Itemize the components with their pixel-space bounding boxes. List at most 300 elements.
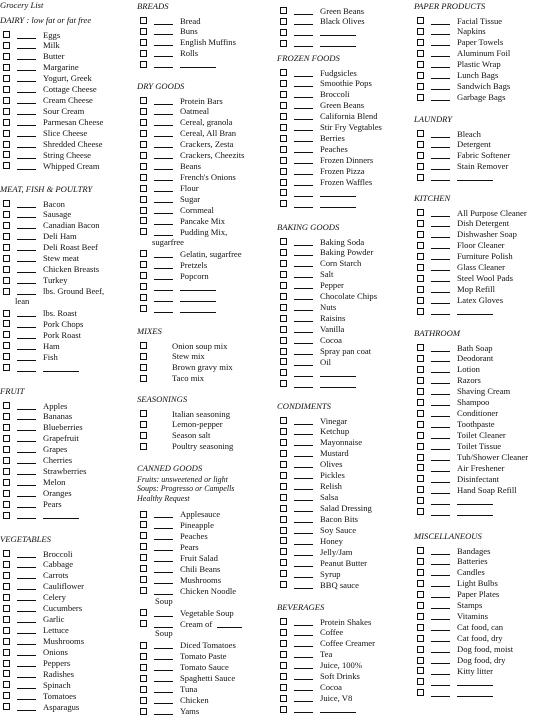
checkbox[interactable] <box>140 410 147 417</box>
quantity-line <box>294 310 313 311</box>
checkbox[interactable] <box>417 174 424 181</box>
checkbox[interactable] <box>3 627 10 634</box>
checkbox[interactable] <box>417 231 424 238</box>
checkbox[interactable] <box>3 97 10 104</box>
checkbox[interactable] <box>140 185 147 192</box>
checkbox[interactable] <box>280 439 287 446</box>
checkbox[interactable] <box>3 561 10 568</box>
checkbox[interactable] <box>417 657 424 664</box>
list-item <box>277 357 412 367</box>
checkbox[interactable] <box>3 479 10 486</box>
checkbox[interactable] <box>140 119 147 126</box>
checkbox[interactable] <box>417 508 424 515</box>
quantity-line <box>294 130 313 131</box>
quantity-line <box>17 349 36 350</box>
section-title: SEASONINGS <box>137 394 188 404</box>
checkbox[interactable] <box>3 108 10 115</box>
checkbox[interactable] <box>417 28 424 35</box>
list-item <box>414 463 539 473</box>
checkbox[interactable] <box>280 293 287 300</box>
list-item <box>414 633 539 643</box>
checkbox[interactable] <box>417 421 424 428</box>
checkbox[interactable] <box>3 277 10 284</box>
checkbox[interactable] <box>417 163 424 170</box>
checkbox[interactable] <box>3 605 10 612</box>
checkbox[interactable] <box>140 511 147 518</box>
checkbox[interactable] <box>140 421 147 428</box>
checkbox[interactable] <box>3 244 10 251</box>
quantity-line <box>431 67 450 68</box>
checkbox[interactable] <box>140 653 147 660</box>
checkbox[interactable] <box>280 80 287 87</box>
list-item <box>137 117 275 127</box>
checkbox[interactable] <box>3 342 10 349</box>
checkbox[interactable] <box>417 17 424 24</box>
checkbox[interactable] <box>3 435 10 442</box>
checkbox[interactable] <box>3 402 10 409</box>
checkbox[interactable] <box>3 583 10 590</box>
checkbox[interactable] <box>280 249 287 256</box>
checkbox[interactable] <box>3 550 10 557</box>
list-item <box>0 603 135 613</box>
checkbox[interactable] <box>140 342 147 349</box>
quantity-line <box>431 564 450 565</box>
checkbox[interactable] <box>3 703 10 710</box>
checkbox[interactable] <box>417 635 424 642</box>
quantity-line <box>431 696 450 697</box>
section-title: MIXES <box>137 326 162 336</box>
checkbox[interactable] <box>3 364 10 371</box>
item-label: Radishes <box>43 668 75 679</box>
checkbox[interactable] <box>280 651 287 658</box>
checkbox[interactable] <box>417 366 424 373</box>
checkbox[interactable] <box>140 305 147 312</box>
checkbox[interactable] <box>3 119 10 126</box>
checkbox[interactable] <box>280 40 287 47</box>
quantity-line <box>431 147 450 148</box>
checkbox[interactable] <box>140 17 147 24</box>
item-label: Frozen Dinners <box>320 155 374 166</box>
checkbox[interactable] <box>140 108 147 115</box>
checkbox[interactable] <box>3 660 10 667</box>
checkbox[interactable] <box>140 532 147 539</box>
quantity-line <box>294 500 313 501</box>
checkbox[interactable] <box>417 591 424 598</box>
checkbox[interactable] <box>140 443 147 450</box>
checkbox[interactable] <box>140 250 147 257</box>
checkbox[interactable] <box>280 559 287 566</box>
checkbox[interactable] <box>140 97 147 104</box>
list-item <box>277 704 412 714</box>
checkbox[interactable] <box>417 569 424 576</box>
checkbox[interactable] <box>140 272 147 279</box>
checkbox[interactable] <box>3 638 10 645</box>
checkbox[interactable] <box>280 29 287 36</box>
checkbox[interactable] <box>280 570 287 577</box>
checkbox[interactable] <box>417 264 424 271</box>
checkbox[interactable] <box>140 163 147 170</box>
checkbox[interactable] <box>280 348 287 355</box>
checkbox[interactable] <box>140 207 147 214</box>
checkbox[interactable] <box>140 664 147 671</box>
item-label: Chicken Noodle <box>180 585 237 596</box>
checkbox[interactable] <box>140 283 147 290</box>
item-label: Bacon Bits <box>320 514 358 525</box>
checkbox[interactable] <box>280 618 287 625</box>
checkbox[interactable] <box>280 271 287 278</box>
checkbox[interactable] <box>280 537 287 544</box>
quantity-line <box>17 655 36 656</box>
item-label: Tomato Sauce <box>180 662 229 673</box>
checkbox[interactable] <box>3 141 10 148</box>
checkbox[interactable] <box>140 620 147 627</box>
checkbox[interactable] <box>3 75 10 82</box>
checkbox[interactable] <box>140 61 147 68</box>
checkbox[interactable] <box>280 168 287 175</box>
checkbox[interactable] <box>417 141 424 148</box>
checkbox[interactable] <box>417 355 424 362</box>
checkbox[interactable] <box>280 461 287 468</box>
checkbox[interactable] <box>3 649 10 656</box>
checkbox[interactable] <box>3 42 10 49</box>
checkbox[interactable] <box>140 50 147 57</box>
checkbox[interactable] <box>140 39 147 46</box>
checkbox[interactable] <box>417 602 424 609</box>
checkbox[interactable] <box>140 587 147 594</box>
quantity-line <box>294 434 313 435</box>
quantity-line <box>154 257 173 258</box>
checkbox[interactable] <box>3 457 10 464</box>
checkbox[interactable] <box>280 548 287 555</box>
checkbox[interactable] <box>140 130 147 137</box>
checkbox[interactable] <box>3 670 10 677</box>
item-label: Yams <box>180 706 200 717</box>
checkbox[interactable] <box>280 304 287 311</box>
checkbox[interactable] <box>140 686 147 693</box>
checkbox[interactable] <box>3 130 10 137</box>
checkbox[interactable] <box>417 152 424 159</box>
checkbox[interactable] <box>3 692 10 699</box>
checkbox[interactable] <box>417 209 424 216</box>
checkbox[interactable] <box>3 331 10 338</box>
list-item <box>0 106 135 116</box>
checkbox[interactable] <box>417 308 424 315</box>
checkbox[interactable] <box>140 554 147 561</box>
quantity-line <box>154 202 173 203</box>
quantity-line <box>294 321 313 322</box>
checkbox[interactable] <box>417 689 424 696</box>
checkbox[interactable] <box>280 380 287 387</box>
checkbox[interactable] <box>417 130 424 137</box>
checkbox[interactable] <box>280 640 287 647</box>
checkbox[interactable] <box>3 413 10 420</box>
checkbox[interactable] <box>280 417 287 424</box>
quantity-line <box>154 224 173 225</box>
checkbox[interactable] <box>280 238 287 245</box>
list-item <box>0 352 135 362</box>
checkbox[interactable] <box>280 69 287 76</box>
checkbox[interactable] <box>280 18 287 25</box>
quantity-line <box>154 301 173 302</box>
checkbox[interactable] <box>280 124 287 131</box>
list-item <box>277 671 412 681</box>
checkbox[interactable] <box>417 410 424 417</box>
list-item <box>0 253 135 263</box>
checkbox[interactable] <box>3 222 10 229</box>
checkbox[interactable] <box>140 609 147 616</box>
checkbox[interactable] <box>280 369 287 376</box>
checkbox[interactable] <box>3 468 10 475</box>
checkbox[interactable] <box>280 516 287 523</box>
checkbox[interactable] <box>3 490 10 497</box>
list-item <box>0 231 135 241</box>
checkbox[interactable] <box>280 179 287 186</box>
list-item <box>0 209 135 219</box>
checkbox[interactable] <box>280 527 287 534</box>
item-label: Air Freshener <box>457 462 505 473</box>
checkbox[interactable] <box>417 497 424 504</box>
quantity-line <box>431 100 450 101</box>
item-label: Pineapple <box>180 519 214 530</box>
checkbox[interactable] <box>280 326 287 333</box>
checkbox[interactable] <box>140 261 147 268</box>
checkbox[interactable] <box>280 673 287 680</box>
checkbox[interactable] <box>417 667 424 674</box>
checkbox[interactable] <box>140 642 147 649</box>
checkbox[interactable] <box>417 646 424 653</box>
item-label: Cat food, dry <box>457 633 503 644</box>
list-item <box>137 419 275 429</box>
checkbox[interactable] <box>417 454 424 461</box>
list-item <box>414 556 539 566</box>
checkbox[interactable] <box>417 580 424 587</box>
list-item <box>137 351 275 361</box>
checkbox[interactable] <box>280 260 287 267</box>
checkbox[interactable] <box>140 141 147 148</box>
item-label: Stew meat <box>43 253 80 264</box>
quantity-line <box>294 701 313 702</box>
list-item <box>277 313 412 323</box>
quantity-line <box>17 600 36 601</box>
item-label: Napkins <box>457 26 486 37</box>
checkbox[interactable] <box>3 64 10 71</box>
checkbox[interactable] <box>280 200 287 207</box>
checkbox[interactable] <box>140 576 147 583</box>
list-item <box>414 284 539 294</box>
checkbox[interactable] <box>280 113 287 120</box>
item-label: Peaches <box>320 144 348 155</box>
checkbox[interactable] <box>3 353 10 360</box>
checkbox[interactable] <box>280 581 287 588</box>
checkbox[interactable] <box>417 547 424 554</box>
checkbox[interactable] <box>280 695 287 702</box>
quantity-line <box>294 424 313 425</box>
checkbox[interactable] <box>417 275 424 282</box>
checkbox[interactable] <box>417 297 424 304</box>
checkbox[interactable] <box>3 288 10 295</box>
item-label: Sausage <box>43 209 72 220</box>
checkbox[interactable] <box>140 697 147 704</box>
list-item <box>277 111 412 121</box>
quantity-line <box>154 670 173 671</box>
list-item <box>277 368 412 378</box>
item-label: Smoothie Pops <box>320 78 372 89</box>
quantity-line <box>17 239 36 240</box>
checkbox[interactable] <box>280 282 287 289</box>
checkbox[interactable] <box>417 475 424 482</box>
checkbox[interactable] <box>417 220 424 227</box>
checkbox[interactable] <box>280 102 287 109</box>
checkbox[interactable] <box>417 377 424 384</box>
checkbox[interactable] <box>417 39 424 46</box>
item-label: Cornmeal <box>180 205 214 215</box>
checkbox[interactable] <box>140 353 147 360</box>
checkbox[interactable] <box>140 217 147 224</box>
quantity-line <box>17 103 36 104</box>
quantity-line <box>17 589 36 590</box>
checkbox[interactable] <box>417 61 424 68</box>
checkbox[interactable] <box>3 151 10 158</box>
checkbox[interactable] <box>280 315 287 322</box>
checkbox[interactable] <box>280 450 287 457</box>
checkbox[interactable] <box>417 443 424 450</box>
checkbox[interactable] <box>3 446 10 453</box>
checkbox[interactable] <box>3 233 10 240</box>
checkbox[interactable] <box>280 684 287 691</box>
checkbox[interactable] <box>280 505 287 512</box>
item-label: Fabric Softener <box>457 150 511 161</box>
checkbox[interactable] <box>280 494 287 501</box>
checkbox[interactable] <box>280 706 287 713</box>
checkbox[interactable] <box>280 189 287 196</box>
checkbox[interactable] <box>280 483 287 490</box>
checkbox[interactable] <box>417 242 424 249</box>
checkbox[interactable] <box>3 162 10 169</box>
checkbox[interactable] <box>3 266 10 273</box>
list-item <box>414 353 539 363</box>
item-label: Cherries <box>43 455 73 466</box>
checkbox[interactable] <box>3 255 10 262</box>
checkbox[interactable] <box>140 675 147 682</box>
checkbox[interactable] <box>140 521 147 528</box>
quantity-line <box>154 191 173 192</box>
item-label: Popcorn <box>180 270 209 281</box>
checkbox[interactable] <box>3 320 10 327</box>
checkbox[interactable] <box>280 135 287 142</box>
checkbox[interactable] <box>417 624 424 631</box>
checkbox[interactable] <box>417 432 424 439</box>
checkbox[interactable] <box>3 616 10 623</box>
checkbox[interactable] <box>280 157 287 164</box>
checkbox[interactable] <box>417 253 424 260</box>
item-label: Turkey <box>43 275 68 286</box>
list-item <box>277 6 412 16</box>
checkbox[interactable] <box>417 94 424 101</box>
checkbox[interactable] <box>417 613 424 620</box>
checkbox[interactable] <box>140 228 147 235</box>
checkbox[interactable] <box>3 512 10 519</box>
checkbox[interactable] <box>417 344 424 351</box>
item-label: Cocoa <box>320 335 342 346</box>
blank-line <box>320 712 356 713</box>
checkbox[interactable] <box>280 146 287 153</box>
checkbox[interactable] <box>140 294 147 301</box>
checkbox[interactable] <box>417 399 424 406</box>
checkbox[interactable] <box>280 7 287 14</box>
checkbox[interactable] <box>3 424 10 431</box>
list-item <box>414 218 539 228</box>
checkbox[interactable] <box>280 472 287 479</box>
checkbox[interactable] <box>3 310 10 317</box>
checkbox[interactable] <box>280 337 287 344</box>
checkbox[interactable] <box>417 83 424 90</box>
quantity-line <box>294 511 313 512</box>
checkbox[interactable] <box>280 358 287 365</box>
list-item <box>277 617 412 627</box>
checkbox[interactable] <box>3 681 10 688</box>
checkbox[interactable] <box>280 662 287 669</box>
checkbox[interactable] <box>3 572 10 579</box>
quantity-line <box>294 588 313 589</box>
checkbox[interactable] <box>140 174 147 181</box>
checkbox[interactable] <box>417 50 424 57</box>
checkbox[interactable] <box>3 211 10 218</box>
checkbox[interactable] <box>3 86 10 93</box>
quantity-line <box>17 81 36 82</box>
checkbox[interactable] <box>140 152 147 159</box>
item-label: Whipped Cream <box>43 160 100 171</box>
checkbox[interactable] <box>3 53 10 60</box>
list-item <box>137 37 275 47</box>
item-label: Relish <box>320 481 342 492</box>
checkbox[interactable] <box>3 200 10 207</box>
item-label: Corn Starch <box>320 258 362 269</box>
checkbox[interactable] <box>417 678 424 685</box>
checkbox[interactable] <box>140 364 147 371</box>
checkbox[interactable] <box>417 388 424 395</box>
checkbox[interactable] <box>3 501 10 508</box>
quantity-line <box>17 147 36 148</box>
blank-line <box>457 685 493 686</box>
checkbox[interactable] <box>417 464 424 471</box>
checkbox[interactable] <box>417 286 424 293</box>
checkbox[interactable] <box>280 428 287 435</box>
checkbox[interactable] <box>140 196 147 203</box>
checkbox[interactable] <box>3 31 10 38</box>
checkbox[interactable] <box>417 486 424 493</box>
item-label: Rolls <box>180 48 199 59</box>
checkbox[interactable] <box>140 432 147 439</box>
checkbox[interactable] <box>140 543 147 550</box>
checkbox[interactable] <box>280 629 287 636</box>
checkbox[interactable] <box>140 565 147 572</box>
list-item <box>137 706 275 716</box>
checkbox[interactable] <box>3 594 10 601</box>
checkbox[interactable] <box>280 91 287 98</box>
quantity-line <box>294 185 313 186</box>
quantity-line <box>431 482 450 483</box>
checkbox[interactable] <box>417 558 424 565</box>
quantity-line <box>17 228 36 229</box>
list-item <box>137 282 275 292</box>
checkbox[interactable] <box>140 708 147 715</box>
quantity-line <box>431 180 450 181</box>
checkbox[interactable] <box>140 28 147 35</box>
checkbox[interactable] <box>140 375 147 382</box>
quantity-line <box>154 34 173 35</box>
checkbox[interactable] <box>417 72 424 79</box>
quantity-line <box>17 430 36 431</box>
